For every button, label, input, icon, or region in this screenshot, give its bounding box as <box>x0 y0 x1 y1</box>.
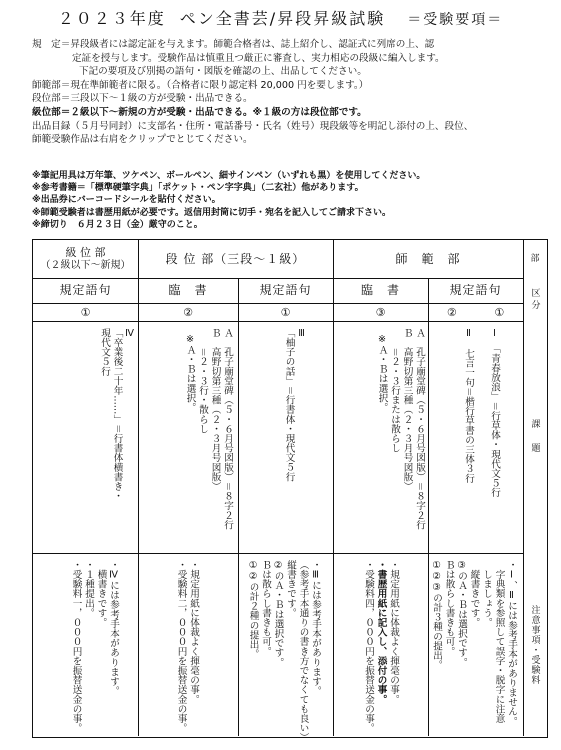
rule-line: 下記の要項及び別掲の語句・図版を確認の上、出品してください。 <box>79 66 367 78</box>
note-item: ・規定用紙に体裁よく揮毫の事。 <box>388 560 399 704</box>
task-line: Ⅲ <box>296 328 307 339</box>
note-c5 <box>430 560 518 732</box>
subheader-c4: 臨 書 <box>360 283 400 297</box>
col-divider <box>238 278 239 736</box>
subheader-c3: 規定語句 <box>259 283 312 297</box>
num-c5 <box>428 303 523 321</box>
note-item: ・規定用紙に体裁よく揮毫の事。 <box>188 560 199 704</box>
num-c3: ① <box>280 305 291 319</box>
note-item: ①②の計２種の提出。 <box>247 560 259 659</box>
note-c3 <box>246 560 321 743</box>
note-item: ・Ⅳには参考手本があります。 <box>108 560 119 696</box>
task-line: Ｂ 高野切第三種（２・３月号図版） <box>209 328 221 492</box>
note-item: ・１種提出。 <box>83 560 94 618</box>
task-line: 現代文５行 <box>99 328 110 376</box>
note-c4 <box>362 560 400 732</box>
task-c2 <box>183 328 233 548</box>
note-item: （参考手本通りの書き方でなくても良い） <box>297 560 309 743</box>
requirements-table <box>32 239 548 743</box>
rule-line: 定証を授与します。受験作品は慎重且つ厳正に審査し、実力相応の段級に編入します。 <box>72 52 445 64</box>
header-kyu-sub: （２級以下～新規） <box>40 260 131 271</box>
note-item: Ｂは散らし書きも可。 <box>260 560 271 656</box>
task-line: ※Ａ・Ｂは選択。 <box>184 334 196 413</box>
side-label-kubun: 区分 <box>529 287 540 312</box>
task-line: ※Ａ・Ｂは選択。 <box>376 334 388 413</box>
task-line: 「卒業後二十年……」＝行書体横書き・ <box>111 328 123 501</box>
note-c1 <box>69 560 119 732</box>
row-divider <box>33 321 523 322</box>
title-main: ペン全書芸/昇段昇級試験 <box>179 9 386 28</box>
rule-line: 規 定＝昇段級者には認定証を与えます。師範合格者は、誌上紹介し、認証式に列席の上、認 <box>32 39 435 50</box>
note-item: ・受験料四，０００円を振替送金の事。 <box>363 560 374 733</box>
subheader-c1: 規定語句 <box>59 283 112 297</box>
num-c5b: ① <box>494 305 505 319</box>
note-item: 縦書きです。 <box>285 560 296 618</box>
task-line: Ａ 孔子廟堂碑（５・６月号図版）＝８字２行 <box>222 328 233 530</box>
note-item: 横書きです。 <box>95 560 107 628</box>
num-c2: ② <box>183 305 193 319</box>
task-line: 「柚子の話」＝行書体・現代文５行 <box>283 328 295 482</box>
note-item: ③のＡ・Ｂは選択です。 <box>456 560 467 667</box>
note-line: ※師範受験者は書歴用紙が必要です。返信用封筒に切手・宛名を記入してご請求下さい。 <box>32 207 392 218</box>
rules-section <box>32 38 552 147</box>
task-c5 <box>455 328 507 548</box>
side-label-chui: 注意事項・受験料 <box>529 604 540 685</box>
notes-section <box>32 170 552 231</box>
side-label-kadai: 課 題 <box>529 419 540 455</box>
header-shihan: 師 範 部 <box>395 251 461 266</box>
title-year: ２０２３年度 <box>57 9 166 28</box>
task-line: Ａ 孔子廟堂碑（５・６月号図版）＝８字２行 <box>414 328 425 530</box>
note-item: ・受験料一，０００円を振替送金の事。 <box>70 560 82 733</box>
note-item: ②のＡ・Ｂは選択です。 <box>272 560 284 667</box>
note-item: ・Ⅰ、Ⅱには参考手本がありません。 <box>506 560 517 726</box>
task-line: Ⅰ 「青春放浪」＝行草体・現代文５行 <box>489 328 500 498</box>
rule-line: 段位部＝三段以下～１級の方が受験・出品できる。 <box>32 93 253 105</box>
row-divider <box>33 553 523 554</box>
note-item: ・受験料二，０００円を振替送金の事。 <box>175 560 187 733</box>
note-item: 字典類を参照して誤字・脱字に注意 <box>493 560 505 724</box>
note-item: ①②③の計３種の提出。 <box>431 560 442 670</box>
header-kyu-title: 級 位 部 <box>65 246 106 259</box>
note-line: ※締切り ６月２３日（金）厳守のこと。 <box>32 219 203 230</box>
num-c4: ③ <box>375 305 386 319</box>
task-line: Ⅳ <box>124 328 135 339</box>
rule-line: 師範部＝現在準師範者に限る。（合格者に限り認定料 20,000 円を要します。） <box>32 79 369 91</box>
note-line: ※筆記用具は万年筆、ツケペン、ボールペン、細サインペン（いずれも黒）を使用してください。 <box>32 171 426 181</box>
task-c3 <box>282 328 307 548</box>
note-item: ・Ⅲには参考手本があります。 <box>310 560 321 696</box>
subheader-c5: 規定語句 <box>449 283 502 297</box>
note-item: ・書歴用紙に記入し、添付の事。 <box>375 560 387 704</box>
task-line: ＝２・３行・散らし <box>197 328 208 434</box>
subheader-c2: 臨 書 <box>168 283 208 297</box>
task-line: ＝２・３行または散らし <box>389 328 400 453</box>
task-line: Ⅱ 七言一句＝楷行草書の三体３行 <box>463 328 474 483</box>
num-c1: ① <box>80 305 91 319</box>
rule-line: 級位部＝２級以下～新規の方が受験・出品できる。※１級の方は段位部です。 <box>32 106 367 118</box>
task-c1 <box>98 328 136 548</box>
task-line: Ｂ 高野切第三種（２・３月号図版） <box>401 328 413 492</box>
note-c2 <box>174 560 199 732</box>
rule-line: 出品目録（５月号同封）に支部名・住所・電話番号・氏名（姓号）現段級等を明記し添付の上、段位、 <box>32 120 474 132</box>
header-kyu <box>33 240 138 278</box>
side-label-bu: 部 <box>530 253 540 264</box>
page-title <box>0 6 561 29</box>
note-item: 縦書きです。 <box>468 560 480 628</box>
rule-line: 師範受験作品は右肩をクリップでとじてください。 <box>32 134 253 146</box>
title-sub: ＝受験要項＝ <box>407 12 504 28</box>
note-line: ※出品券にバーコードシールを貼付ください。 <box>32 195 221 206</box>
note-item: Ｂは散らし書きも可。 <box>443 560 455 656</box>
note-line: ※参考書籍＝「標準硬筆字典」「ポケット・ペン字字典」（二玄社）他があります。 <box>32 183 364 194</box>
num-c5a: ② <box>446 305 457 319</box>
note-item: しましょう。 <box>481 560 492 628</box>
task-c4 <box>375 328 425 548</box>
header-dan: 段 位 部（三段～１級） <box>165 251 306 266</box>
